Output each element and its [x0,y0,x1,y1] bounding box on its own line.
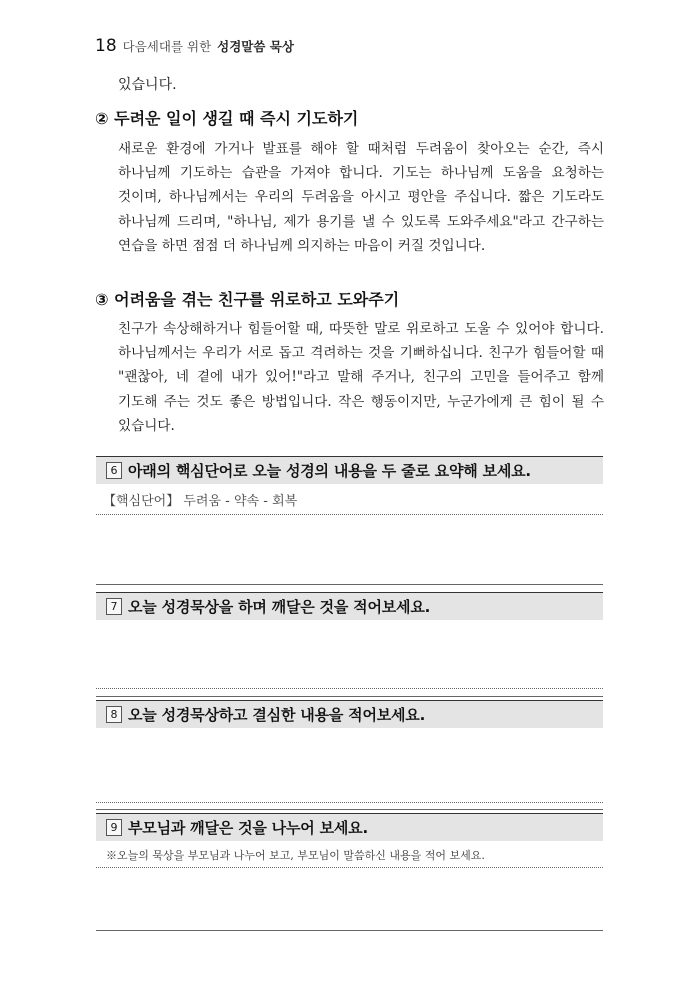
question-8-header [96,700,603,728]
question-note: ※오늘의 묵상을 부모님과 나누어 보고, 부모님이 말씀하신 내용을 적어 보세요. [106,849,485,862]
section-divider [96,809,603,810]
question-7-header [96,592,603,620]
section-divider [96,584,603,585]
answer-line [96,688,603,689]
continued-text: 있습니다. [118,77,177,93]
question-number: 9 [106,819,122,836]
question-text: 오늘 성경묵상을 하며 깨달은 것을 적어보세요. [128,598,431,616]
question-text: 오늘 성경묵상하고 결심한 내용을 적어보세요. [128,706,426,724]
question-number: 7 [106,598,122,615]
section-divider [96,696,603,697]
book-prefix: 다음세대를 위한 [122,39,212,54]
question-text: 아래의 핵심단어로 오늘 성경의 내용을 두 줄로 요약해 보세요. [128,462,531,480]
question-9-header [96,813,603,841]
book-title: 성경말씀 묵상 [217,39,294,54]
answer-line [96,802,603,803]
question-number: 8 [106,706,122,723]
page-number: 18 [95,36,117,56]
section-title-comfort: ③ 어려움을 겪는 친구를 위로하고 도와주기 [95,290,400,309]
answer-line [96,514,603,515]
section-body-comfort: 친구가 속상해하거나 힘들어할 때, 따뜻한 말로 위로하고 도울 수 있어야 합니다. 하나님께서는 우리가 서로 돕고 격려하는 것을 기뻐하십니다. 친구가 힘들어할 때 "괜찮아, 네 곁에 내가 있어!"라고 말해 주거나, 친구의 고민을 들어주고 함께 기도해 주는 것도 좋은 방법입니다. 작은 행동이지만, 누군가에게 큰 힘이 될 수 있습니다. [118,321,604,434]
question-6-header [96,456,603,484]
page-header [95,36,294,58]
keyword-line: 【핵심단어】 두려움 - 약속 - 회복 [103,494,298,509]
section-divider [96,930,603,931]
question-text: 부모님과 깨달은 것을 나누어 보세요. [128,819,368,837]
question-number: 6 [106,462,122,479]
answer-line [96,867,603,868]
section-body-pray: 새로운 환경에 가거나 발표를 해야 할 때처럼 두려움이 찾아오는 순간, 즉시 하나님께 기도하는 습관을 가져야 합니다. 기도는 하나님께 도움을 요청하는 것이며, 하나님께서는 우리의 두려움을 아시고 평안을 주십니다. 짧은 기도라도 하나님께 드리며, "하나님, 제가 용기를 낼 수 있도록 도와주세요"라고 간구하는 연습을 하면 점점 더 하나님께 의지하는 마음이 커질 것입니다. [118,141,604,254]
section-title-pray: ② 두려운 일이 생길 때 즉시 기도하기 [95,109,359,128]
